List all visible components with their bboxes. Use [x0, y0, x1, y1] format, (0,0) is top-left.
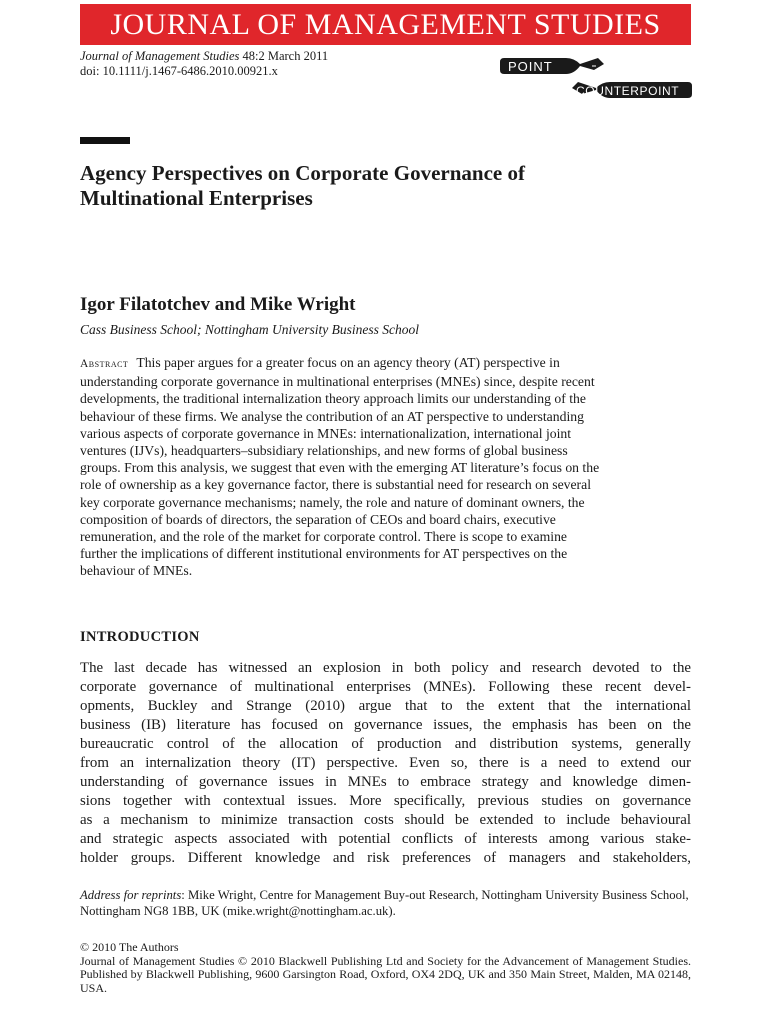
abstract-line: developments, the traditional internalization theory approach limits our understanding of the	[80, 391, 586, 407]
journal-banner-title: JOURNAL OF MANAGEMENT STUDIES	[110, 7, 661, 41]
title-rule	[80, 137, 130, 144]
doi[interactable]: doi: 10.1111/j.1467-6486.2010.00921.x	[80, 64, 278, 78]
intro-line: business (IB) literature has focused on governance issues, the emphasis has been on the	[80, 717, 691, 733]
intro-line: holder groups. Different knowledge and risk preferences of managers and stakeholders,	[80, 850, 691, 866]
intro-line: corporate governance of multinational enterprises (MNEs). Following these recent devel-	[80, 679, 691, 695]
intro-line: bureaucratic control of the allocation of production and distribution systems, generally	[80, 736, 691, 752]
copyright-line-2: Journal of Management Studies © 2010 Blackwell Publishing Ltd and Society for the Advancement of Management Studies. Published by Blackwell Publishing, 9600 Garsington Road, Oxford, OX4 2DQ, UK and 350 Main Street, Malden, MA 02148, USA.	[80, 953, 691, 995]
intro-line: opments, Buckley and Strange (2010) argue that to the extent that the international	[80, 698, 691, 714]
abstract	[80, 354, 680, 580]
section-heading-introduction: INTRODUCTION	[80, 629, 200, 645]
abstract-line: behaviour of MNEs.	[80, 563, 193, 579]
reprints-address	[80, 887, 691, 919]
abstract-line: various aspects of corporate governance in MNEs: internationalization, international joint	[80, 425, 572, 441]
journal-name: Journal of Management Studies	[80, 49, 240, 63]
point-counterpoint-badge	[500, 54, 692, 102]
abstract-line: further the implications of different institutional environments for AT perspectives on the	[80, 546, 568, 562]
intro-line: The last decade has witnessed an explosion in both policy and research devoted to the	[80, 660, 691, 676]
copyright-notice	[80, 941, 691, 995]
article-title-line-2: Multinational Enterprises	[80, 186, 313, 210]
abstract-label: Abstract	[80, 358, 129, 370]
abstract-line: composition of boards of directors, the separation of CEOs and board chairs, executive	[80, 511, 556, 527]
abstract-line: remuneration, and the role of the market for corporate control. There is scope to examine	[80, 529, 567, 545]
article-authors: Igor Filatotchev and Mike Wright	[80, 294, 356, 315]
intro-line: and strategic aspects associated with potential conflicts of interests among various stake-	[80, 831, 691, 847]
abstract-line: key corporate governance mechanisms; namely, the role and nature of dominant owners, the	[80, 494, 585, 510]
reprints-label: Address for reprints	[80, 888, 182, 902]
abstract-line: understanding corporate governance in multinational enterprises (MNEs) since, despite recent	[80, 374, 595, 390]
copyright-line-1: © 2010 The Authors	[80, 940, 179, 954]
intro-line: as a mechanism to minimize transaction costs should be extended to include behavioural	[80, 812, 691, 828]
journal-banner	[80, 4, 691, 45]
introduction-paragraph	[80, 659, 691, 868]
abstract-line: This paper argues for a greater focus on an agency theory (AT) perspective in	[136, 355, 560, 370]
issue-metadata	[80, 49, 328, 79]
abstract-line: role of ownership as a key governance factor, there is substantial need for research on several	[80, 477, 591, 493]
counterpoint-label: COUNTERPOINT	[576, 84, 680, 98]
reprints-text: : Mike Wright, Centre for Management Buy-out Research, Nottingham University Business School, Nottingham NG8 1BB, UK (mike.wright@nottingham.ac.uk).	[80, 888, 689, 918]
article-title	[80, 161, 680, 211]
point-label: POINT	[508, 59, 553, 74]
abstract-line: groups. From this analysis, we suggest that even with the emerging AT literature’s focus on the	[80, 460, 600, 476]
intro-line: sions together with contextual issues. More specifically, previous studies on governance	[80, 793, 691, 809]
issue-info: 48:2 March 2011	[239, 49, 329, 63]
intro-line: from an internalization theory (IT) perspective. Even so, there is a need to extend our	[80, 755, 691, 771]
abstract-line: behaviour of these firms. We analyse the contribution of an AT perspective to understanding	[80, 408, 584, 424]
abstract-line: ventures (IJVs), headquarters–subsidiary relationships, and new forms of global business	[80, 443, 568, 459]
author-affiliation: Cass Business School; Nottingham University Business School	[80, 322, 419, 337]
intro-line: understanding of governance issues in MNEs to embrace strategy and knowledge dimen-	[80, 774, 691, 790]
article-title-line-1: Agency Perspectives on Corporate Governance of	[80, 161, 525, 185]
